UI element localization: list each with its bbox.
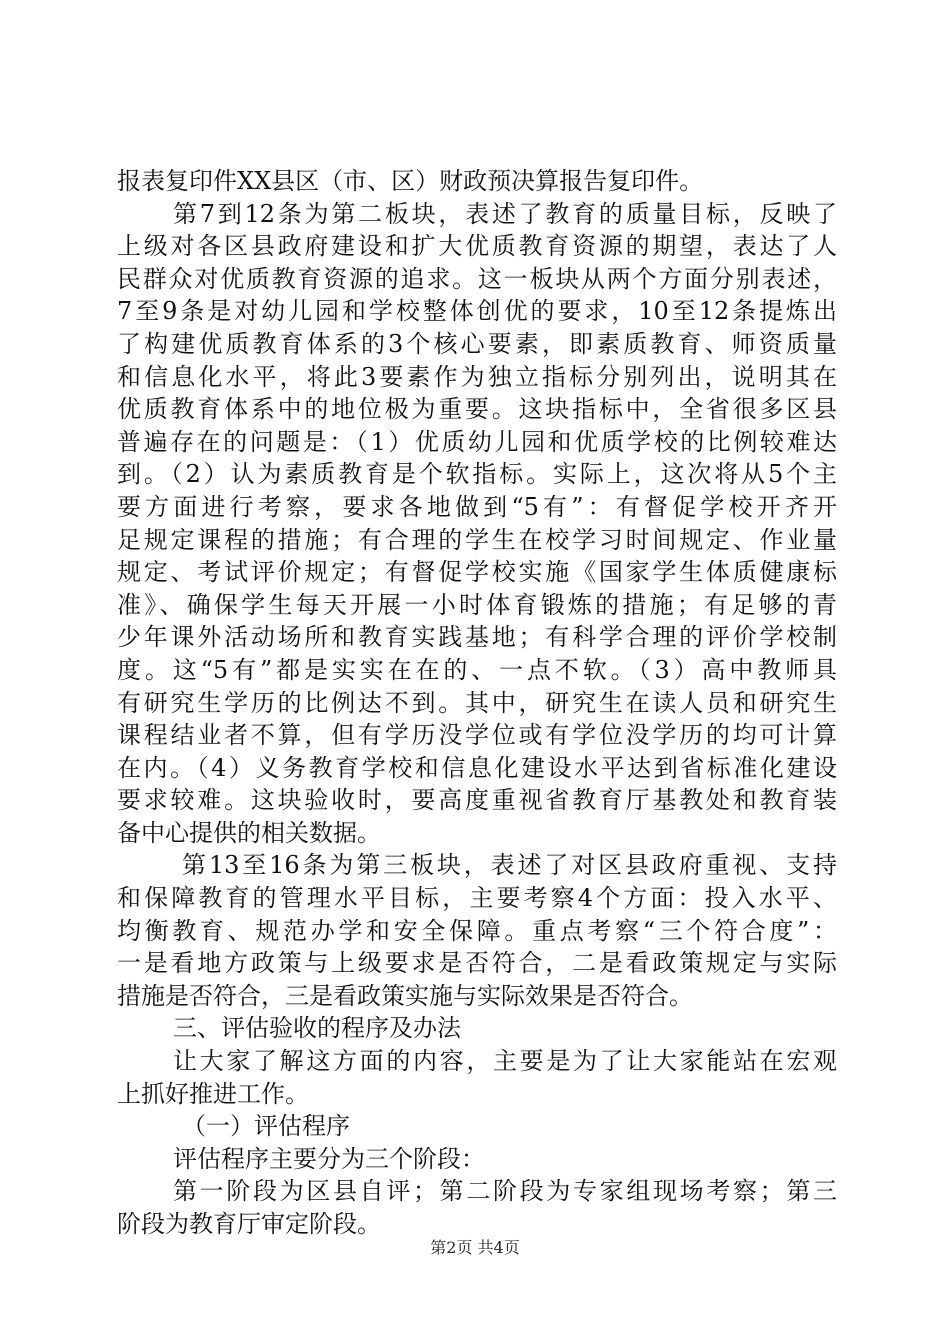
text-line: 足规定课程的措施；有合理的学生在校学习时间规定、作业量 — [117, 525, 837, 554]
text-line: 均衡教育、规范办学和安全保障。重点考察“三个符合度”： — [117, 916, 837, 945]
text-line: 要求较难。这块验收时，要高度重视省教育厅基教处和教育装 — [117, 786, 837, 815]
text-line: 和信息化水平，将此3要素作为独立指标分别列出，说明其在 — [117, 362, 837, 391]
text-line: 和保障教育的管理水平目标，主要考察4个方面：投入水平、 — [117, 884, 837, 913]
text-line: 到。（2）认为素质教育是个软指标。实际上，这次将从5个主 — [117, 460, 837, 489]
text-line: 第7到12条为第二板块，表述了教育的质量目标，反映了 — [173, 199, 837, 228]
text-line: 上抓好推进工作。 — [117, 1079, 309, 1108]
text-line: 备中心提供的相关数据。 — [117, 818, 381, 847]
text-line: 规定、考试评价规定；有督促学校实施《国家学生体质健康标 — [117, 558, 837, 587]
text-line: 少年课外活动场所和教育实践基地；有科学合理的评价学校制 — [117, 623, 837, 652]
text-line: 有研究生学历的比例达不到。其中，研究生在读人员和研究生 — [117, 688, 837, 717]
text-line: 度。这“5有”都是实实在在的、一点不软。（3）高中教师具 — [117, 655, 837, 684]
section-heading: 三、评估验收的程序及办法 — [173, 1014, 461, 1043]
text-line: 上级对各区县政府建设和扩大优质教育资源的期望，表达了人 — [117, 232, 837, 261]
text-line: 第一阶段为区县自评；第二阶段为专家组现场考察；第三 — [173, 1177, 837, 1206]
text-line: 让大家了解这方面的内容，主要是为了让大家能站在宏观 — [173, 1047, 837, 1076]
text-line: 在内。（4）义务教育学校和信息化建设水平达到省标准化建设 — [117, 753, 837, 782]
text-line: 第13至16条为第三板块，表述了对区县政府重视、支持 — [182, 851, 837, 880]
text-line: 优质教育体系中的地位极为重要。这块指标中，全省很多区县 — [117, 395, 837, 424]
text-line: 民群众对优质教育资源的追求。这一板块从两个方面分别表述， — [117, 264, 837, 293]
text-line: 措施是否符合，三是看政策实施与实际效果是否符合。 — [117, 981, 693, 1010]
text-line: 一是看地方政策与上级要求是否符合，二是看政策规定与实际 — [117, 949, 837, 978]
text-line: 要方面进行考察，要求各地做到“5有”：有督促学校开齐开 — [117, 492, 837, 521]
text-line: 7至9条是对幼儿园和学校整体创优的要求，10至12条提炼出 — [117, 297, 837, 326]
text-line: 普遍存在的问题是：（1）优质幼儿园和优质学校的比例较难达 — [117, 427, 837, 456]
subsection-heading: （一）评估程序 — [182, 1112, 350, 1141]
text-line: 课程结业者不算，但有学历没学位或有学位没学历的均可计算 — [117, 721, 837, 750]
body-text — [117, 165, 837, 1241]
page-footer: 第2页 共4页 — [430, 1238, 520, 1257]
text-line: 评估程序主要分为三个阶段： — [173, 1144, 485, 1173]
text-line: 阶段为教育厅审定阶段。 — [117, 1210, 381, 1238]
text-line: 了构建优质教育体系的3个核心要素，即素质教育、师资质量 — [117, 329, 837, 358]
text-line: 准》、确保学生每天开展一小时体育锻炼的措施；有足够的青 — [117, 590, 837, 619]
text-line: 报表复印件XX县区（市、区）财政预决算报告复印件。 — [117, 167, 704, 195]
